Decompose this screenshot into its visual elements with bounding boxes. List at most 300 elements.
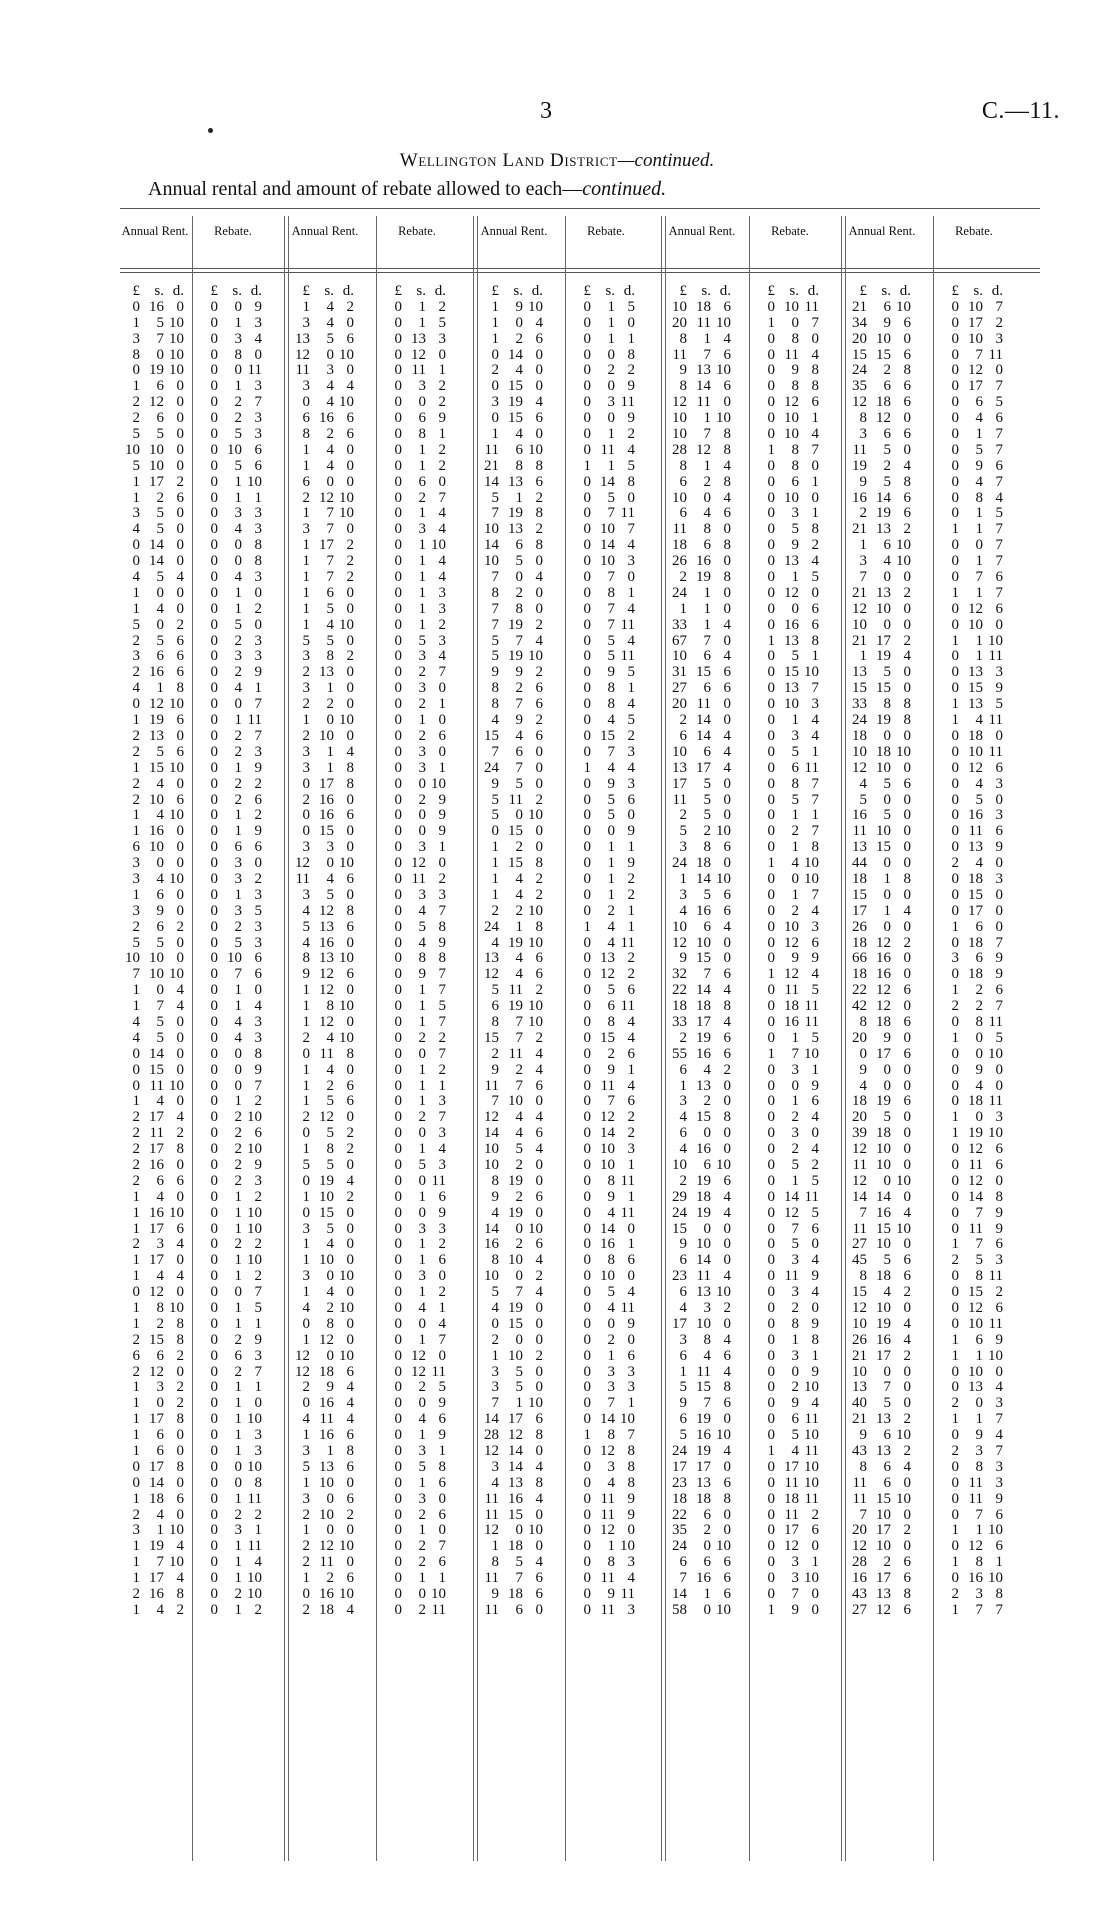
shillings-cell: 1	[607, 1347, 615, 1364]
pounds-cell: 9	[491, 1188, 499, 1205]
shillings-cell: 11	[319, 1554, 334, 1571]
table-row	[479, 793, 543, 809]
shillings-cell: 13	[968, 1379, 983, 1396]
pence-cell: 4	[627, 1570, 635, 1587]
pence-cell: 0	[346, 1522, 354, 1539]
pence-cell: 2	[176, 1395, 184, 1412]
shillings-cell: 4	[515, 1109, 523, 1126]
pence-cell: 4	[627, 1284, 635, 1301]
pence-cell: 0	[995, 362, 1003, 379]
pence-cell: 6	[346, 870, 354, 887]
pounds-cell: 1	[951, 918, 959, 935]
pounds-cell: 0	[210, 998, 218, 1015]
table-row	[290, 920, 354, 936]
pounds-cell: 0	[951, 823, 959, 840]
pence-cell: 10	[804, 664, 819, 681]
shillings-cell: 1	[234, 886, 242, 903]
table-row	[120, 1190, 184, 1206]
pence-cell: 2	[627, 1109, 635, 1126]
table-row	[755, 665, 819, 681]
pounds-cell: 0	[951, 1172, 959, 1189]
pounds-cell: 6	[491, 998, 499, 1015]
pence-cell: 8	[811, 521, 819, 538]
pence-cell: 8	[535, 855, 543, 872]
pounds-cell: 3	[679, 886, 687, 903]
table-row	[667, 1079, 731, 1095]
pence-cell: 10	[988, 1347, 1003, 1364]
shillings-cell: 7	[607, 743, 615, 760]
table-row	[847, 1174, 911, 1190]
table-row	[479, 1317, 543, 1333]
pounds-cell: 24	[672, 1443, 687, 1460]
pounds-cell: 18	[852, 934, 867, 951]
shillings-cell: 6	[515, 441, 523, 458]
pence-cell: 9	[254, 1331, 262, 1348]
pence-cell: 6	[903, 378, 911, 395]
pounds-cell: 0	[767, 1156, 775, 1173]
table-row	[198, 729, 262, 745]
table-row	[755, 1047, 819, 1063]
shillings-cell: 9	[975, 1061, 983, 1078]
pounds-cell: 0	[767, 1379, 775, 1396]
pence-cell: 0	[438, 743, 446, 760]
table-row	[939, 395, 1003, 411]
table-row	[290, 1460, 354, 1476]
pounds-cell: 21	[484, 457, 499, 474]
pence-cell: 0	[903, 1188, 911, 1205]
shillings-cell: 16	[968, 807, 983, 824]
table-row	[667, 1253, 731, 1269]
shillings-cell: 12	[319, 982, 334, 999]
shillings-cell: 11	[319, 1045, 334, 1062]
table-row	[939, 793, 1003, 809]
pence-cell: 6	[535, 1570, 543, 1587]
shillings-cell: 4	[883, 1284, 891, 1301]
shillings-cell: 0	[515, 807, 523, 824]
pounds-cell: 0	[951, 537, 959, 554]
pence-cell: 0	[346, 1061, 354, 1078]
pence-cell: 4	[811, 346, 819, 363]
table-row	[847, 681, 911, 697]
pence-cell: 4	[627, 1029, 635, 1046]
shillings-cell: 11	[968, 1220, 983, 1237]
pence-cell: 10	[339, 1029, 354, 1046]
pounds-cell: 3	[302, 1490, 310, 1507]
table-row	[290, 570, 354, 586]
pence-cell: 3	[995, 1252, 1003, 1269]
table-row	[847, 793, 911, 809]
pence-cell: 0	[176, 537, 184, 554]
unit-label: s.	[701, 283, 711, 299]
shillings-cell: 10	[696, 1315, 711, 1332]
table-row	[667, 1460, 731, 1476]
pence-cell: 10	[804, 1474, 819, 1491]
shillings-cell: 2	[326, 1570, 334, 1587]
shillings-cell: 1	[418, 1522, 426, 1539]
shillings-cell: 2	[234, 1109, 242, 1126]
pounds-cell: 0	[210, 394, 218, 411]
shillings-cell: 9	[156, 902, 164, 919]
shillings-cell: 9	[883, 314, 891, 331]
pence-cell: 10	[804, 1458, 819, 1475]
pounds-cell: 0	[394, 1204, 402, 1221]
table-row	[198, 634, 262, 650]
pounds-cell: 8	[302, 950, 310, 967]
table-row	[382, 395, 446, 411]
pence-cell: 2	[438, 457, 446, 474]
shillings-cell: 1	[607, 1538, 615, 1555]
pounds-cell: 24	[484, 918, 499, 935]
table-row	[198, 1015, 262, 1031]
pounds-cell: 0	[767, 807, 775, 824]
pence-cell: 2	[254, 1236, 262, 1253]
pounds-cell: 0	[767, 918, 775, 935]
table-row	[382, 300, 446, 316]
pounds-cell: 33	[672, 616, 687, 633]
pounds-cell: 1	[302, 457, 310, 474]
pounds-cell: 0	[583, 1284, 591, 1301]
shillings-cell: 3	[975, 1443, 983, 1460]
pence-cell: 10	[896, 1220, 911, 1237]
pounds-cell: 2	[491, 362, 499, 379]
pence-cell: 9	[254, 298, 262, 315]
pence-cell: 0	[903, 1125, 911, 1142]
table-row	[382, 1508, 446, 1524]
table-row	[571, 522, 635, 538]
pence-cell: 0	[176, 727, 184, 744]
header-annual-rent: Annual Rent.	[668, 224, 736, 238]
pounds-cell: 0	[210, 950, 218, 967]
pence-cell: 8	[723, 998, 731, 1015]
pounds-cell: 0	[394, 378, 402, 395]
pence-cell: 8	[346, 759, 354, 776]
pounds-cell: 2	[132, 791, 140, 808]
shillings-cell: 2	[234, 664, 242, 681]
table-row	[571, 1365, 635, 1381]
pounds-cell: 0	[210, 1061, 218, 1078]
table-row	[755, 697, 819, 713]
shillings-cell: 12	[968, 759, 983, 776]
pence-cell: 11	[804, 759, 819, 776]
table-row	[479, 586, 543, 602]
pence-cell: 3	[254, 886, 262, 903]
shillings-cell: 5	[791, 791, 799, 808]
pounds-cell: 3	[302, 1268, 310, 1285]
pounds-cell: 1	[302, 1474, 310, 1491]
pounds-cell: 27	[852, 1601, 867, 1618]
shillings-cell: 7	[703, 426, 711, 443]
pence-cell: 11	[620, 1586, 635, 1603]
pence-cell: 10	[896, 298, 911, 315]
pounds-cell: 0	[583, 537, 591, 554]
pence-cell: 6	[535, 1586, 543, 1603]
pounds-cell: 0	[583, 1172, 591, 1189]
shillings-cell: 15	[876, 1220, 891, 1237]
pounds-cell: 0	[767, 1172, 775, 1189]
table-row	[120, 1206, 184, 1222]
pence-cell: 9	[995, 680, 1003, 697]
pounds-cell: 0	[394, 791, 402, 808]
table-row	[939, 443, 1003, 459]
pence-cell: 0	[176, 410, 184, 427]
pence-cell: 0	[903, 616, 911, 633]
shillings-cell: 14	[600, 1220, 615, 1237]
table-row	[571, 1317, 635, 1333]
pence-cell: 0	[346, 680, 354, 697]
pence-cell: 0	[535, 362, 543, 379]
table-row	[939, 1412, 1003, 1428]
shillings-cell: 17	[876, 1045, 891, 1062]
table-row	[755, 856, 819, 872]
shillings-cell: 5	[515, 775, 523, 792]
pence-cell: 1	[438, 759, 446, 776]
pence-cell: 1	[438, 362, 446, 379]
pence-cell: 4	[535, 1490, 543, 1507]
shillings-cell: 1	[156, 680, 164, 697]
table-row	[571, 1396, 635, 1412]
table-row	[667, 1444, 731, 1460]
pounds-cell: 0	[210, 346, 218, 363]
shillings-cell: 2	[234, 1141, 242, 1158]
shillings-cell: 0	[515, 1522, 523, 1539]
pounds-cell: 5	[302, 1156, 310, 1173]
table-row	[198, 824, 262, 840]
pence-cell: 0	[176, 902, 184, 919]
shillings-cell: 3	[791, 1125, 799, 1142]
table-row	[479, 999, 543, 1015]
header-annual-rent: Annual Rent.	[480, 224, 548, 238]
pounds-cell: 0	[767, 1411, 775, 1428]
shillings-cell: 6	[975, 394, 983, 411]
pounds-cell: 3	[132, 870, 140, 887]
table-row	[847, 475, 911, 491]
pence-cell: 4	[811, 1284, 819, 1301]
pence-cell: 0	[903, 1109, 911, 1126]
shillings-cell: 3	[607, 1458, 615, 1475]
table-row	[755, 491, 819, 507]
pounds-cell: 0	[210, 426, 218, 443]
pounds-cell: 5	[132, 426, 140, 443]
pounds-cell: 0	[767, 902, 775, 919]
shillings-cell: 12	[411, 855, 426, 872]
shillings-cell: 1	[418, 1013, 426, 1030]
pence-cell: 3	[438, 584, 446, 601]
shillings-cell: 4	[326, 1284, 334, 1301]
pounds-cell: 12	[295, 346, 310, 363]
shillings-cell: 5	[418, 918, 426, 935]
table-row	[198, 967, 262, 983]
table-row	[290, 1571, 354, 1587]
pounds-cell: 0	[210, 727, 218, 744]
shillings-cell: 11	[968, 1474, 983, 1491]
table-row	[667, 1555, 731, 1571]
pence-cell: 10	[339, 1538, 354, 1555]
shillings-cell: 14	[696, 712, 711, 729]
table-row	[667, 793, 731, 809]
table-row	[290, 1539, 354, 1555]
pounds-cell: 1	[132, 1554, 140, 1571]
shillings-cell: 4	[883, 553, 891, 570]
pence-cell: 2	[346, 1506, 354, 1523]
pounds-cell: 0	[210, 1363, 218, 1380]
shillings-cell: 8	[607, 1252, 615, 1269]
pence-cell: 4	[176, 1236, 184, 1253]
table-row	[198, 1380, 262, 1396]
pounds-cell: 1	[132, 1315, 140, 1332]
pounds-cell: 13	[852, 839, 867, 856]
pounds-cell: 15	[484, 727, 499, 744]
shillings-cell: 14	[876, 489, 891, 506]
pounds-cell: 1	[951, 1522, 959, 1539]
pence-cell: 10	[339, 394, 354, 411]
shillings-cell: 8	[607, 680, 615, 697]
pence-cell: 2	[176, 1379, 184, 1396]
shillings-cell: 14	[508, 346, 523, 363]
shillings-cell: 17	[149, 1109, 164, 1126]
shillings-cell: 17	[968, 902, 983, 919]
pounds-cell: 24	[852, 362, 867, 379]
pence-cell: 0	[535, 1093, 543, 1110]
pounds-cell: 1	[302, 569, 310, 586]
pence-cell: 6	[176, 664, 184, 681]
pounds-cell: 3	[679, 1093, 687, 1110]
pounds-cell: 0	[767, 1268, 775, 1285]
table-row	[571, 1063, 635, 1079]
pounds-cell: 0	[767, 791, 775, 808]
pounds-cell: 2	[132, 1363, 140, 1380]
table-row	[571, 427, 635, 443]
table-row	[120, 1110, 184, 1126]
pounds-cell: 0	[394, 1013, 402, 1030]
pence-cell: 0	[535, 1506, 543, 1523]
shillings-cell: 13	[968, 696, 983, 713]
shillings-cell: 6	[156, 378, 164, 395]
pounds-cell: 0	[302, 775, 310, 792]
table-row	[667, 1492, 731, 1508]
pounds-cell: 55	[672, 1045, 687, 1062]
unit-label: s.	[513, 283, 523, 299]
pence-cell: 6	[535, 410, 543, 427]
shillings-cell: 4	[326, 378, 334, 395]
shillings-cell: 6	[156, 918, 164, 935]
table-row	[667, 1349, 731, 1365]
shillings-cell: 12	[319, 902, 334, 919]
shillings-cell: 10	[696, 1236, 711, 1253]
pence-cell: 8	[903, 362, 911, 379]
pounds-cell: 11	[484, 1570, 499, 1587]
pounds-cell: 8	[859, 410, 867, 427]
column-divider	[661, 216, 666, 1861]
pence-cell: 0	[903, 441, 911, 458]
pounds-cell: 12	[852, 600, 867, 617]
table-row	[382, 1047, 446, 1063]
pounds-cell: 5	[302, 918, 310, 935]
shillings-cell: 16	[696, 1427, 711, 1444]
pence-cell: 9	[995, 966, 1003, 983]
shillings-cell: 18	[696, 1188, 711, 1205]
table-row	[290, 1190, 354, 1206]
pence-cell: 10	[988, 632, 1003, 649]
table-row	[479, 1269, 543, 1285]
table-row	[120, 697, 184, 713]
shillings-cell: 12	[600, 1522, 615, 1539]
pounds-cell: 2	[302, 1554, 310, 1571]
shillings-cell: 15	[876, 839, 891, 856]
pounds-cell: 0	[210, 537, 218, 554]
table-row	[198, 427, 262, 443]
pence-cell: 6	[176, 791, 184, 808]
shillings-cell: 15	[784, 664, 799, 681]
pounds-cell: 9	[859, 473, 867, 490]
table-row	[571, 808, 635, 824]
pence-cell: 11	[620, 934, 635, 951]
shillings-cell: 10	[876, 1506, 891, 1523]
column-annual-rent	[667, 284, 731, 1619]
pounds-cell: 0	[951, 505, 959, 522]
pounds-cell: 0	[951, 791, 959, 808]
table-row	[290, 1253, 354, 1269]
pounds-cell: 0	[583, 1013, 591, 1030]
table-row	[290, 999, 354, 1015]
table-row	[571, 872, 635, 888]
pence-cell: 0	[811, 1125, 819, 1142]
pounds-cell: 0	[491, 346, 499, 363]
pounds-cell: 0	[951, 1268, 959, 1285]
pence-cell: 2	[811, 537, 819, 554]
pounds-cell: 2	[132, 1125, 140, 1142]
shillings-cell: 2	[703, 1093, 711, 1110]
pounds-cell: 1	[132, 1268, 140, 1285]
shillings-cell: 5	[515, 1141, 523, 1158]
pounds-cell: 2	[132, 727, 140, 744]
pounds-cell: 0	[210, 1474, 218, 1491]
shillings-cell: 3	[791, 1252, 799, 1269]
shillings-cell: 1	[883, 870, 891, 887]
pounds-cell: 0	[210, 314, 218, 331]
table-row	[290, 1508, 354, 1524]
pounds-cell: 0	[394, 855, 402, 872]
pence-cell: 9	[627, 1506, 635, 1523]
pence-cell: 10	[431, 775, 446, 792]
table-row	[847, 316, 911, 332]
table-row	[939, 586, 1003, 602]
shillings-cell: 8	[975, 489, 983, 506]
shillings-cell: 0	[234, 553, 242, 570]
pence-cell: 2	[254, 807, 262, 824]
shillings-cell: 4	[326, 394, 334, 411]
shillings-cell: 19	[319, 1172, 334, 1189]
pence-cell: 10	[169, 759, 184, 776]
pence-cell: 6	[995, 823, 1003, 840]
table-row	[939, 681, 1003, 697]
pounds-cell: 15	[852, 1284, 867, 1301]
pence-cell: 4	[535, 1141, 543, 1158]
pounds-cell: 0	[210, 1506, 218, 1523]
table-row	[120, 1317, 184, 1333]
pence-cell: 9	[438, 934, 446, 951]
table-row	[198, 602, 262, 618]
pence-cell: 2	[438, 1284, 446, 1301]
pounds-cell: 6	[679, 727, 687, 744]
table-row	[847, 967, 911, 983]
pence-cell: 2	[903, 1411, 911, 1428]
shillings-cell: 1	[234, 1538, 242, 1555]
shillings-cell: 0	[515, 1268, 523, 1285]
shillings-cell: 1	[418, 298, 426, 315]
pence-cell: 6	[811, 394, 819, 411]
table-row	[755, 1269, 819, 1285]
pence-cell: 10	[896, 1427, 911, 1444]
